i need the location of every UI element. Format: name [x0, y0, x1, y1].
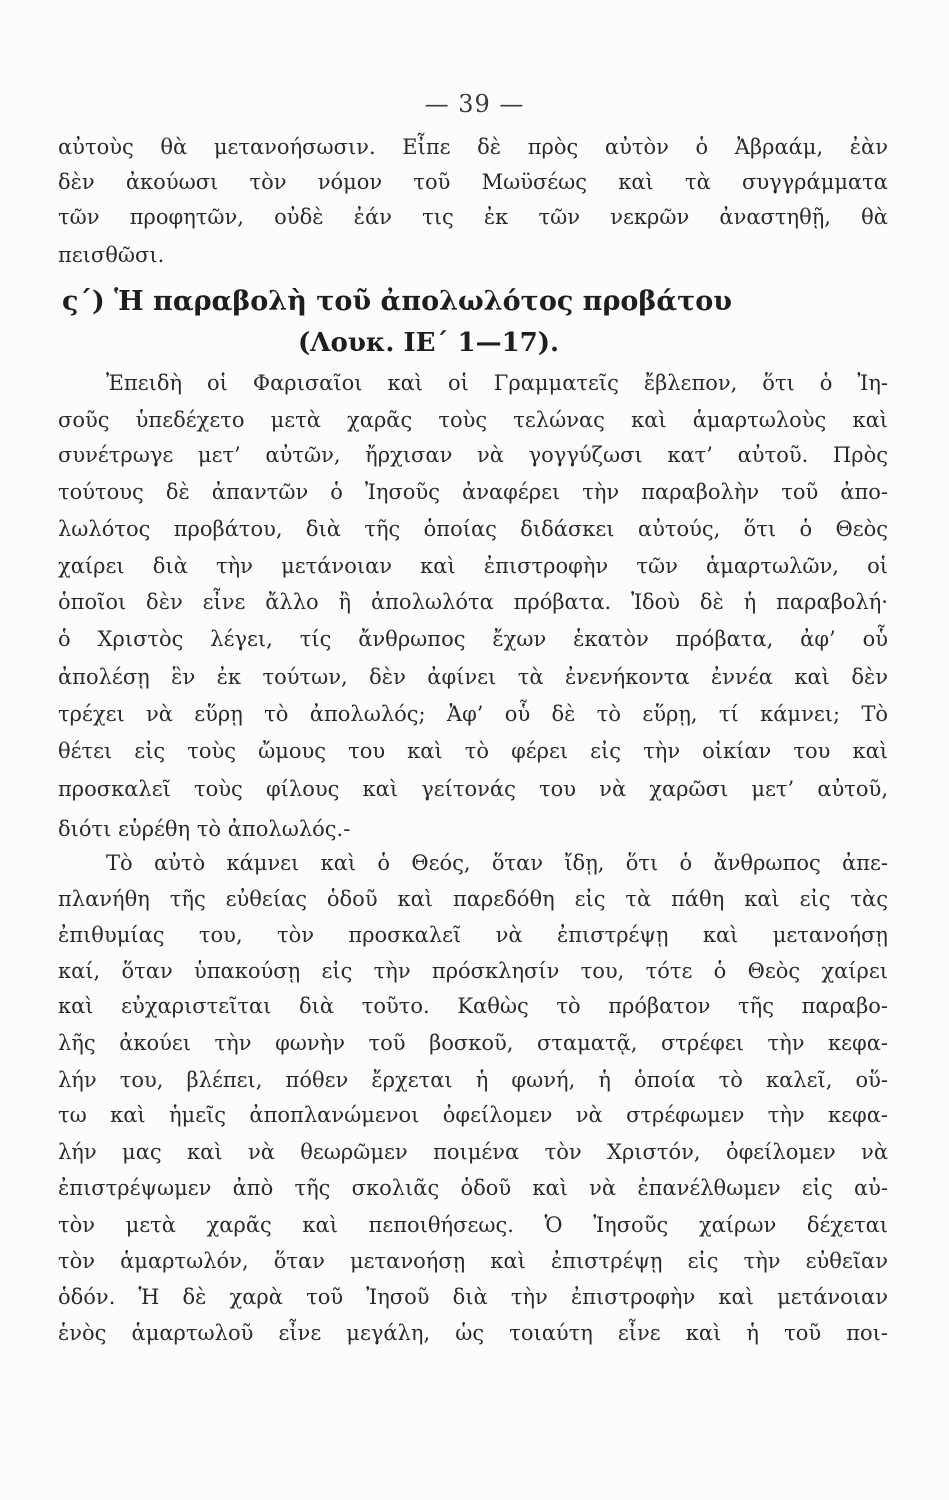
- section-heading-reference: (Λουκ. ΙΕ΄ 1—17).: [298, 328, 560, 358]
- text-line: τῶν προφητῶν, οὐδὲ ἐάν τις ἐκ τῶν νεκρῶν ἀναστηθῇ, θὰ: [58, 205, 888, 229]
- text-line: λῆς ἀκούει τὴν φωνὴν τοῦ βοσκοῦ, σταματᾷ, στρέφει τὴν κεφα-: [58, 1031, 888, 1055]
- text-line: ἑνὸς ἁμαρτωλοῦ εἶνε μεγάλη, ὡς τοιαύτη εἶνε καὶ ἡ τοῦ ποι-: [58, 1321, 888, 1345]
- text-line: ὁδόν. Ἡ δὲ χαρὰ τοῦ Ἰησοῦ διὰ τὴν ἐπιστροφὴν καὶ μετάνοιαν: [58, 1285, 888, 1309]
- text-line: πεισθῶσι.: [58, 243, 165, 267]
- text-line: θέτει εἰς τοὺς ὤμους του καὶ τὸ φέρει εἰς τὴν οἰκίαν του καὶ: [58, 739, 888, 763]
- section-heading: ς΄) Ἡ παραβολὴ τοῦ ἀπολωλότος προβάτου: [62, 286, 733, 317]
- text-line: χαίρει διὰ τὴν μετάνοιαν καὶ ἐπιστροφὴν τῶν ἁμαρτωλῶν, οἱ: [58, 554, 888, 578]
- text-line: ὁ Χριστὸς λέγει, τίς ἄνθρωπος ἔχων ἑκατὸν πρόβατα, ἀφ’ οὗ: [58, 627, 888, 651]
- text-line: τὸν μετὰ χαρᾶς καὶ πεποιθήσεως. Ὁ Ἰησοῦς χαίρων δέχεται: [58, 1213, 888, 1237]
- text-line: τρέχει νὰ εὕρῃ τὸ ἀπολωλός; Ἀφ’ οὗ δὲ τὸ εὕρῃ, τί κάμνει; Τὸ: [58, 702, 888, 726]
- text-line: δὲν ἀκούωσι τὸν νόμον τοῦ Μωϋσέως καὶ τὰ συγγράμματα: [58, 170, 888, 194]
- text-line: ὁποῖοι δὲν εἶνε ἄλλο ἢ ἀπολωλότα πρόβατα. Ἰδοὺ δὲ ἡ παραβολή·: [58, 590, 888, 614]
- text-line: τὸν ἁμαρτωλόν, ὅταν μετανοήσῃ καὶ ἐπιστρέψῃ εἰς τὴν εὐθεῖαν: [58, 1249, 888, 1273]
- text-line: αὐτοὺς θὰ μετανοήσωσιν. Εἶπε δὲ πρὸς αὐτὸν ὁ Ἀβραάμ, ἐὰν: [58, 135, 888, 159]
- text-line: Τὸ αὐτὸ κάμνει καὶ ὁ Θεός, ὅταν ἴδῃ, ὅτι ὁ ἄνθρωπος ἀπε-: [106, 851, 888, 875]
- text-line: διότι εὑρέθη τὸ ἀπολωλός.-: [58, 817, 351, 841]
- text-line: καὶ εὐχαριστεῖται διὰ τοῦτο. Καθὼς τὸ πρόβατον τῆς παραβο-: [58, 994, 888, 1018]
- text-line: τούτους δὲ ἀπαντῶν ὁ Ἰησοῦς ἀναφέρει τὴν παραβολὴν τοῦ ἀπο-: [58, 480, 888, 504]
- text-line: Ἐπειδὴ οἱ Φαρισαῖοι καὶ οἱ Γραμματεῖς ἔβλεπον, ὅτι ὁ Ἰη-: [106, 371, 888, 395]
- text-line: προσκαλεῖ τοὺς φίλους καὶ γείτονάς του νὰ χαρῶσι μετ’ αὐτοῦ,: [58, 777, 888, 801]
- text-line: πλανήθη τῆς εὐθείας ὁδοῦ καὶ παρεδόθη εἰς τὰ πάθη καὶ εἰς τὰς: [58, 887, 888, 911]
- text-line: λήν του, βλέπει, πόθεν ἔρχεται ἡ φωνή, ἡ ὁποία τὸ καλεῖ, οὕ-: [58, 1068, 888, 1092]
- text-line: συνέτρωγε μετ’ αὐτῶν, ἤρχισαν νὰ γογγύζωσι κατ’ αὐτοῦ. Πρὸς: [58, 443, 888, 467]
- text-line: σοῦς ὑπεδέχετο μετὰ χαρᾶς τοὺς τελώνας καὶ ἁμαρτωλοὺς καὶ: [58, 408, 888, 432]
- text-line: ἐπιθυμίας του, τὸν προσκαλεῖ νὰ ἐπιστρέψῃ καὶ μετανοήσῃ: [58, 923, 888, 947]
- text-line: ἀπολέσῃ ἓν ἐκ τούτων, δὲν ἀφίνει τὰ ἐνενήκοντα ἐννέα καὶ δὲν: [58, 665, 888, 689]
- text-line: ἐπιστρέψωμεν ἀπὸ τῆς σκολιᾶς ὁδοῦ καὶ νὰ ἐπανέλθωμεν εἰς αὐ-: [58, 1176, 888, 1200]
- text-line: λωλότος προβάτου, διὰ τῆς ὁποίας διδάσκει αὐτούς, ὅτι ὁ Θεὸς: [58, 517, 888, 541]
- text-line: τω καὶ ἡμεῖς ἀποπλανώμενοι ὀφείλομεν νὰ στρέφωμεν τὴν κεφα-: [58, 1103, 888, 1127]
- text-line: λήν μας καὶ νὰ θεωρῶμεν ποιμένα τὸν Χριστόν, ὀφείλομεν νὰ: [58, 1140, 888, 1164]
- text-line: καί, ὅταν ὑπακούσῃ εἰς τὴν πρόσκλησίν του, τότε ὁ Θεὸς χαίρει: [58, 959, 888, 983]
- page-number: — 39 —: [424, 90, 525, 118]
